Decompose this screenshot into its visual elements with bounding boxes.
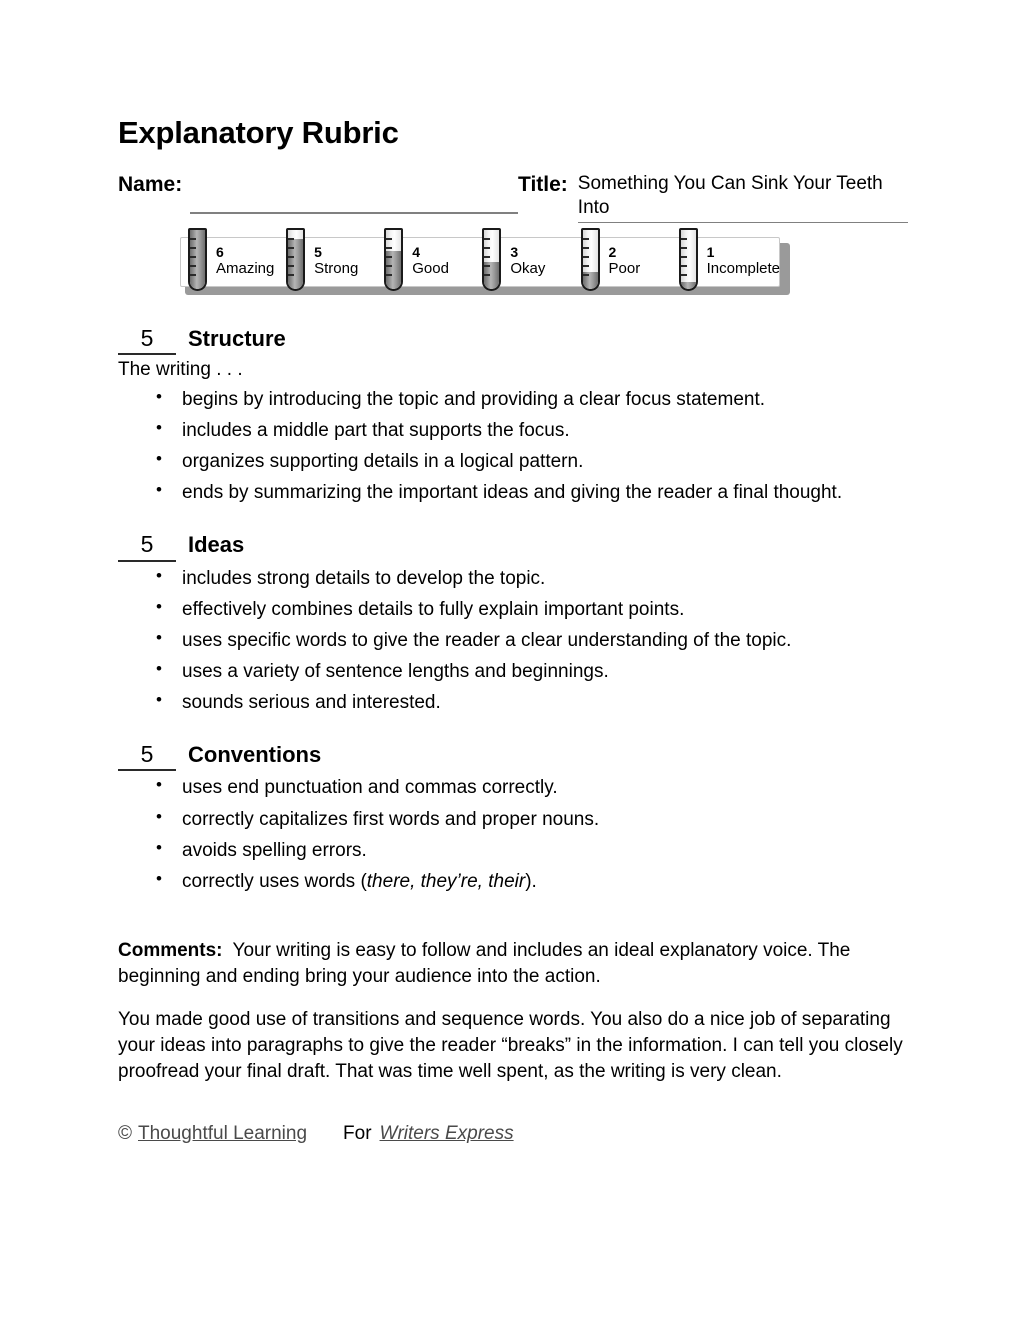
criteria-item: • uses a variety of sentence lengths and beginnings.	[118, 659, 908, 684]
tube-tick-marks	[484, 238, 491, 282]
publisher-link[interactable]: Thoughtful Learning	[138, 1122, 308, 1144]
scale-word: Strong	[314, 260, 359, 278]
scale-label-group	[314, 245, 358, 277]
criteria-item: • uses specific words to give the reader a clear understanding of the topic.	[118, 628, 908, 653]
criteria-item	[118, 869, 908, 894]
trait-list	[118, 325, 908, 894]
scale-word: Amazing	[216, 260, 275, 278]
footer-for-label: For	[343, 1122, 372, 1144]
criteria-text-prefix: correctly uses words (	[182, 870, 367, 892]
tube-tick-marks	[288, 238, 295, 282]
scale-label-group	[216, 245, 274, 277]
name-field-group	[118, 172, 518, 214]
comments-text-1: Your writing is easy to follow and includes an ideal explanatory voice. The beginning and ending bring your audience into the action.	[118, 939, 851, 987]
scale-item-2[interactable]	[573, 237, 671, 287]
trait-section-structure	[118, 325, 908, 505]
scale-number: 4	[412, 244, 421, 261]
scale-item-1[interactable]	[671, 237, 780, 287]
test-tube-icon	[384, 228, 403, 291]
criteria-item: • sounds serious and interested.	[118, 690, 908, 715]
name-title-row	[118, 172, 908, 223]
test-tube-icon	[581, 228, 600, 291]
criteria-item: • includes a middle part that supports the focus.	[118, 418, 908, 443]
tube-tick-marks	[583, 238, 590, 282]
test-tube-icon	[679, 228, 698, 291]
tube-tick-marks	[386, 238, 393, 282]
test-tube-icon	[286, 228, 305, 291]
scale-label-group	[707, 245, 780, 277]
tube-fill-level	[681, 282, 696, 289]
scale-item-3[interactable]	[474, 237, 572, 287]
scale-number: 3	[510, 244, 519, 261]
scale-word: Poor	[608, 260, 641, 278]
page-title: Explanatory Rubric	[118, 115, 399, 150]
comments-section	[118, 938, 908, 1085]
scale-item-4[interactable]	[376, 237, 474, 287]
scale-number: 6	[216, 244, 224, 261]
book-link[interactable]: Writers Express	[379, 1122, 514, 1144]
scale-word: Incomplete	[706, 260, 780, 278]
trait-criteria-list	[118, 566, 908, 715]
title-value: Something You Can Sink Your Teeth Into	[577, 173, 883, 219]
scale-label-group	[412, 245, 449, 277]
comments-label: Comments:	[118, 939, 223, 961]
scale-word: Okay	[510, 260, 546, 278]
scale-item-6[interactable]	[180, 237, 278, 287]
criteria-item: • correctly capitalizes first words and proper nouns.	[118, 807, 908, 832]
scale-number: 2	[608, 244, 617, 261]
criteria-item: • begins by introducing the topic and providing a clear focus statement.	[118, 387, 908, 412]
trait-header	[118, 325, 908, 355]
trait-header	[118, 531, 908, 561]
comments-paragraph-2: You made good use of transitions and sequence words. You also do a nice job of separating your ideas into paragraphs to give the reader “breaks” in the information. I can tell you closely proofread your final draft. That was time well spent, as the writing is very clean.	[118, 1009, 903, 1083]
rating-scale	[180, 237, 790, 299]
trait-criteria-list	[118, 775, 908, 893]
scale-number: 1	[706, 244, 715, 261]
criteria-text-suffix: ).	[525, 870, 537, 892]
test-tube-icon	[482, 228, 501, 291]
criteria-item: • includes strong details to develop the topic.	[118, 566, 908, 591]
criteria-item: • uses end punctuation and commas correctly.	[118, 775, 908, 800]
scale-number: 5	[314, 244, 322, 261]
footer	[118, 1123, 908, 1145]
title-label: Title:	[518, 173, 568, 197]
comments-paragraph-1	[118, 938, 908, 990]
criteria-item: • avoids spelling errors.	[118, 838, 908, 863]
criteria-item: • effectively combines details to fully explain important points.	[118, 597, 908, 622]
tube-tick-marks	[190, 238, 197, 282]
trait-name: Ideas	[188, 532, 245, 558]
name-label: Name:	[118, 173, 183, 197]
criteria-item: • ends by summarizing the important ideas and giving the reader a final thought.	[118, 480, 908, 505]
title-input-blank[interactable]	[578, 172, 908, 223]
trait-criteria-list	[118, 387, 908, 505]
trait-section-ideas	[118, 531, 908, 715]
copyright-icon: ©	[118, 1122, 132, 1144]
criteria-text-italic: there, they’re, their	[366, 870, 526, 892]
trait-lead-in: The writing . . .	[118, 359, 243, 381]
trait-score-input[interactable]: 5	[118, 325, 176, 355]
tube-tick-marks	[681, 238, 688, 282]
rating-scale-items	[180, 237, 780, 287]
criteria-item: • organizes supporting details in a logical pattern.	[118, 449, 908, 474]
trait-name: Conventions	[188, 741, 322, 767]
trait-section-conventions	[118, 741, 908, 894]
scale-item-5[interactable]	[278, 237, 376, 287]
trait-header	[118, 741, 908, 771]
name-input-blank[interactable]	[190, 172, 518, 214]
scale-word: Good	[412, 260, 449, 278]
document-content	[118, 116, 908, 1145]
trait-name: Structure	[188, 325, 286, 351]
trait-score-input[interactable]: 5	[118, 531, 176, 561]
test-tube-icon	[188, 228, 207, 291]
trait-score-input[interactable]: 5	[118, 741, 176, 771]
title-field-group	[518, 172, 908, 223]
scale-label-group	[510, 245, 545, 277]
scale-label-group	[609, 245, 641, 277]
